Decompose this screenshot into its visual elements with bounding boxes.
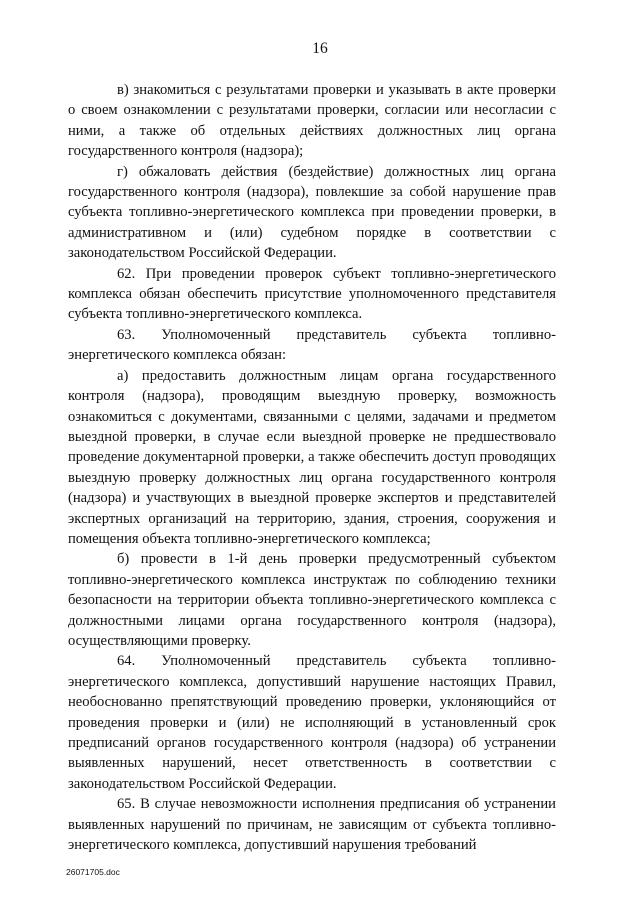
footer-document-code: 26071705.doc [66,867,120,877]
paragraph-61-g: г) обжаловать действия (бездействие) должностных лиц органа государственного контроля (надзора), повлекшие за собой нарушение прав субъекта топливно-энергетического комплекса при проведении проверки, в административном и (или) судебном порядке в соответствии с законодательством Российской Федерации. [68,163,556,262]
paragraph-65: 65. В случае невозможности исполнения предписания об устранении выявленных нарушений по причинам, не зависящим от субъекта топливно-энергетического комплекса, допустивший нарушения требований [68,796,556,854]
paragraph-63: 63. Уполномоченный представитель субъекта топливно-энергетического комплекса обязан: [68,326,556,364]
paragraph-63-a: а) предоставить должностным лицам органа государственного контроля (надзора), проводящим выездную проверку, возможность ознакомиться с документами, связанными с целями, задачами и предметом выездной проверки, в случае если выездной проверке не предшествовало проведение документарной проверки, а также обеспечить доступ проводящих выездную проверку должностных лиц органа государственного контроля (надзора) и участвующих в выездной проверке экспертов и представителей экспертных организаций на территорию, здания, строения, сооружения и помещения объекта топливно-энергетического комплекса; [68,367,556,547]
paragraph-63-b: б) провести в 1-й день проверки предусмотренный субъектом топливно-энергетического комплекса инструктаж по соблюдению техники безопасности на территории объекта топливно-энергетического комплекса с должностными лицами органа государственного контроля (надзора), осуществляющими проверку. [68,551,556,649]
paragraph-61-v: в) знакомиться с результатами проверки и указывать в акте проверки о своем ознакомлении с результатами проверки, согласии или несогласии с ними, а также об отдельных действиях должностных лиц органа государственного контроля (надзора); [68,82,556,160]
document-body [68,80,556,855]
page-number: 16 [312,40,328,57]
paragraph-62: 62. При проведении проверок субъект топливно-энергетического комплекса обязан обеспечить присутствие уполномоченного представителя субъекта топливно-энергетического комплекса. [68,265,556,323]
paragraph-64: 64. Уполномоченный представитель субъекта топливно-энергетического комплекса, допустивший нарушение настоящих Правил, необоснованно препятствующий проведению проверки, уклоняющийся от проведения проверки и (или) не исполняющий в установленный срок предписаний органов государственного контроля (надзора) об устранении выявленных нарушений, несет ответственность в соответствии с законодательством Российской Федерации. [68,653,556,792]
